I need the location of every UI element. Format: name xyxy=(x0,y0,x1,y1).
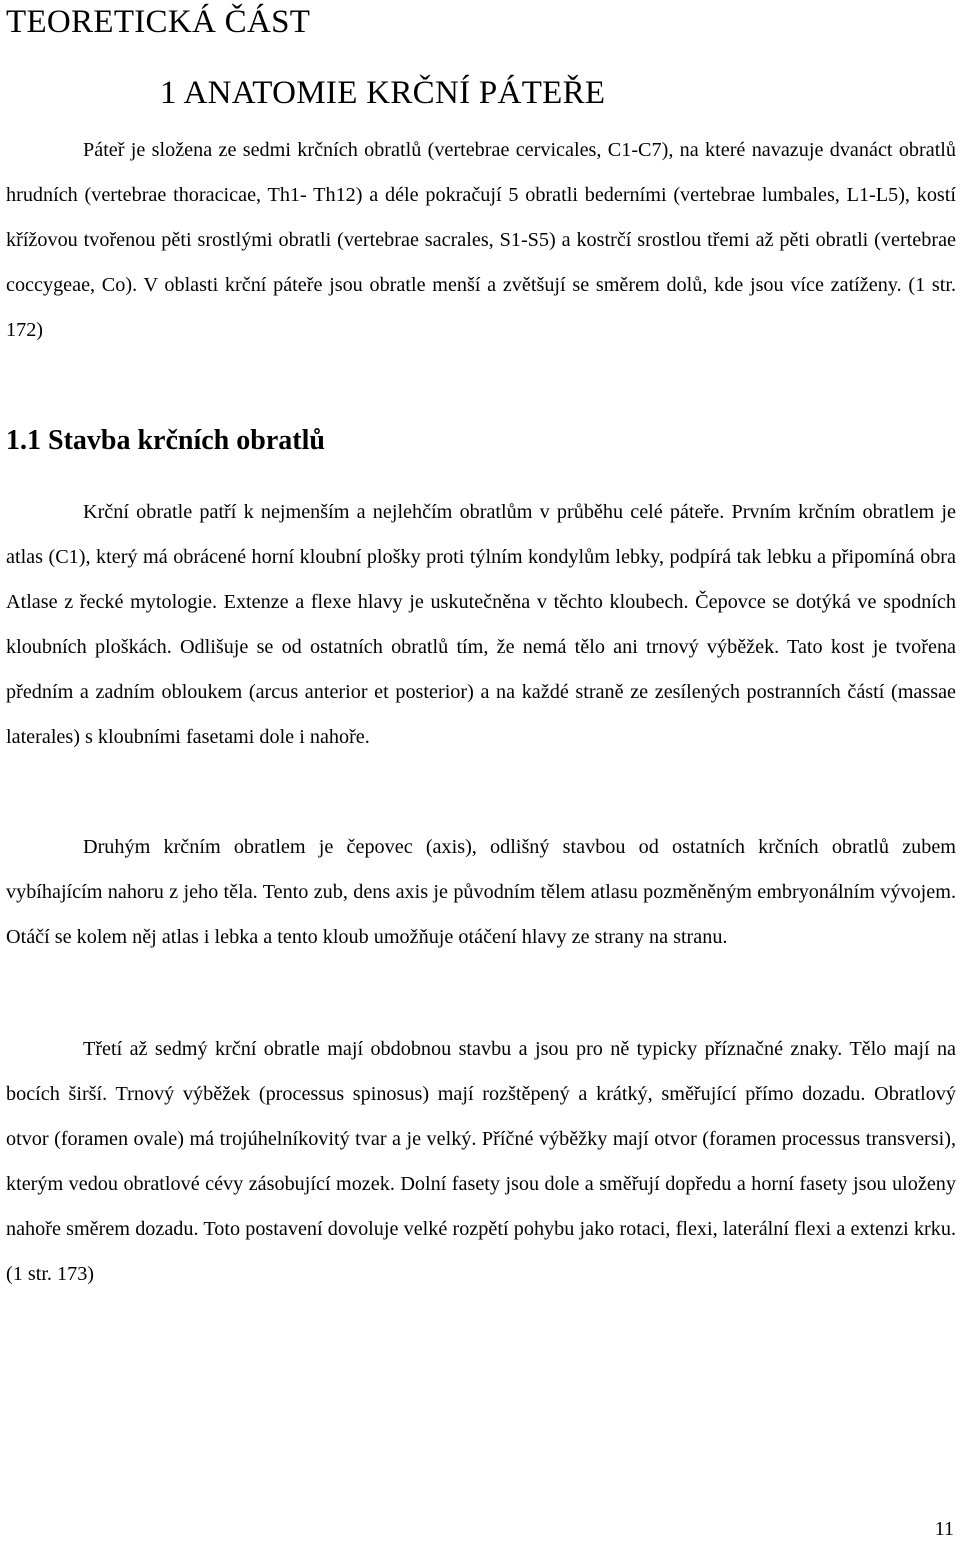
body-paragraph: Páteř je složena ze sedmi krčních obratlů (vertebrae cervicales, C1-C7), na které navazuje dvanáct obratlů hrudních (vertebrae thoracicae, Th1- Th12) a déle pokračují 5 obratli bederními (vertebrae lumbales, L1-L5), kostí křížovou tvořenou pěti srostlými obratli (vertebrae sacrales, S1-S5) a kostrčí srostlou třemi až pěti obratli (vertebrae coccygeae, Co). V oblasti krční páteře jsou obratle menší a zvětšují se směrem dolů, kde jsou více zatíženy. (1 str. 172) xyxy=(6,139,956,341)
chapter-title: 1 ANATOMIE KRČNÍ PÁTEŘE xyxy=(160,75,606,111)
page-number: 11 xyxy=(934,1518,954,1540)
body-paragraph: Krční obratle patří k nejmenším a nejlehčím obratlům v průběhu celé páteře. Prvním krčním obratlem je atlas (C1), který má obrácené horní kloubní plošky proti týlním kondylům lebky, podpírá tak lebku a připomíná obra Atlase z řecké mytologie. Extenze a flexe hlavy je uskutečněna v těchto kloubech. Čepovce se dotýká ve spodních kloubních ploškách. Odlišuje se od ostatních obratlů tím, že nemá tělo ani trnový výběžek. Tato kost je tvořena předním a zadním obloukem (arcus anterior et posterior) a na každé straně ze zesílených postranních částí (massae laterales) s kloubními fasetami dole i nahoře. xyxy=(6,501,956,748)
section-title: 1.1 Stavba krčních obratlů xyxy=(6,425,325,456)
body-paragraph: Třetí až sedmý krční obratle mají obdobnou stavbu a jsou pro ně typicky příznačné znaky. Tělo mají na bocích širší. Trnový výběžek (processus spinosus) mají rozštěpený a krátký, směřující přímo dozadu. Obratlový otvor (foramen ovale) má trojúhelníkovitý tvar a je velký. Příčné výběžky mají otvor (foramen processus transversi), kterým vedou obratlové cévy zásobující mozek. Dolní fasety jsou dole a směřují dopředu a horní fasety jsou uloženy nahoře směrem dozadu. Toto postavení dovoluje velké rozpětí pohybu jako rotaci, flexi, laterální flexi a extenzi krku. (1 str. 173) xyxy=(6,1038,956,1285)
part-title: TEORETICKÁ ČÁST xyxy=(6,4,311,40)
body-paragraph: Druhým krčním obratlem je čepovec (axis), odlišný stavbou od ostatních krčních obratlů zubem vybíhajícím nahoru z jeho těla. Tento zub, dens axis je původním tělem atlasu pozměněným embryonálním vývojem. Otáčí se kolem něj atlas i lebka a tento kloub umožňuje otáčení hlavy ze strany na stranu. xyxy=(6,836,956,948)
